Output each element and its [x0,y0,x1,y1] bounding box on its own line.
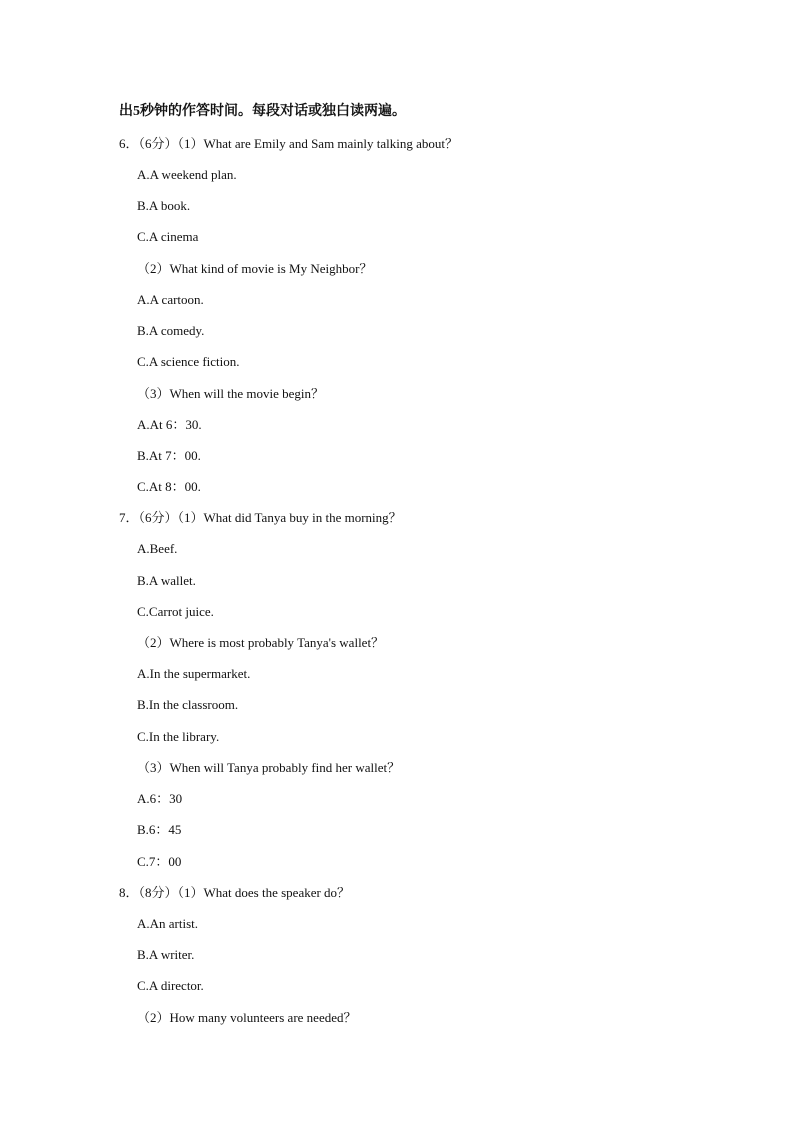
option-7-3-a: A.6：30 [137,791,183,806]
option-7-3-c: C.7：00 [137,854,182,869]
option-6-3-a: A.At 6：30. [137,417,202,432]
option-7-1-c: C.Carrot juice. [137,604,214,619]
option-6-1-c: C.A cinema [137,229,199,244]
option-7-1-b: B.A wallet. [137,573,196,588]
question-7: 7．（6分）（1）What did Tanya buy in the morning？ [119,510,402,525]
question-6: 6．（6分）（1）What are Emily and Sam mainly talking about？ [119,136,459,151]
option-6-2-a: A.A cartoon. [137,292,204,307]
option-7-2-b: B.In the classroom. [137,697,239,712]
subquestion-7-3: （3）When will Tanya probably find her wallet？ [137,760,401,775]
option-8-1-b: B.A writer. [137,947,195,962]
option-6-1-b: B.A book. [137,198,191,213]
subquestion-7-2: （2）Where is most probably Tanya's wallet？ [137,635,385,650]
subquestion-6-3: （3）When will the movie begin？ [137,386,325,401]
option-6-3-b: B.At 7：00. [137,448,201,463]
question-8: 8．（8分）（1）What does the speaker do？ [119,885,351,900]
option-8-1-c: C.A director. [137,978,204,993]
option-6-1-a: A.A weekend plan. [137,167,237,182]
option-6-2-b: B.A comedy. [137,323,205,338]
option-6-3-c: C.At 8：00. [137,479,201,494]
instruction-text: 出5秒钟的作答时间。每段对话或独白读两遍。 [119,104,406,119]
option-7-1-a: A.Beef. [137,541,178,556]
option-7-2-c: C.In the library. [137,729,220,744]
subquestion-6-2: （2）What kind of movie is My Neighbor？ [137,261,373,276]
option-8-1-a: A.An artist. [137,916,199,931]
option-6-2-c: C.A science fiction. [137,354,240,369]
option-7-3-b: B.6：45 [137,822,182,837]
option-7-2-a: A.In the supermarket. [137,666,251,681]
subquestion-8-2: （2）How many volunteers are needed？ [137,1010,357,1025]
